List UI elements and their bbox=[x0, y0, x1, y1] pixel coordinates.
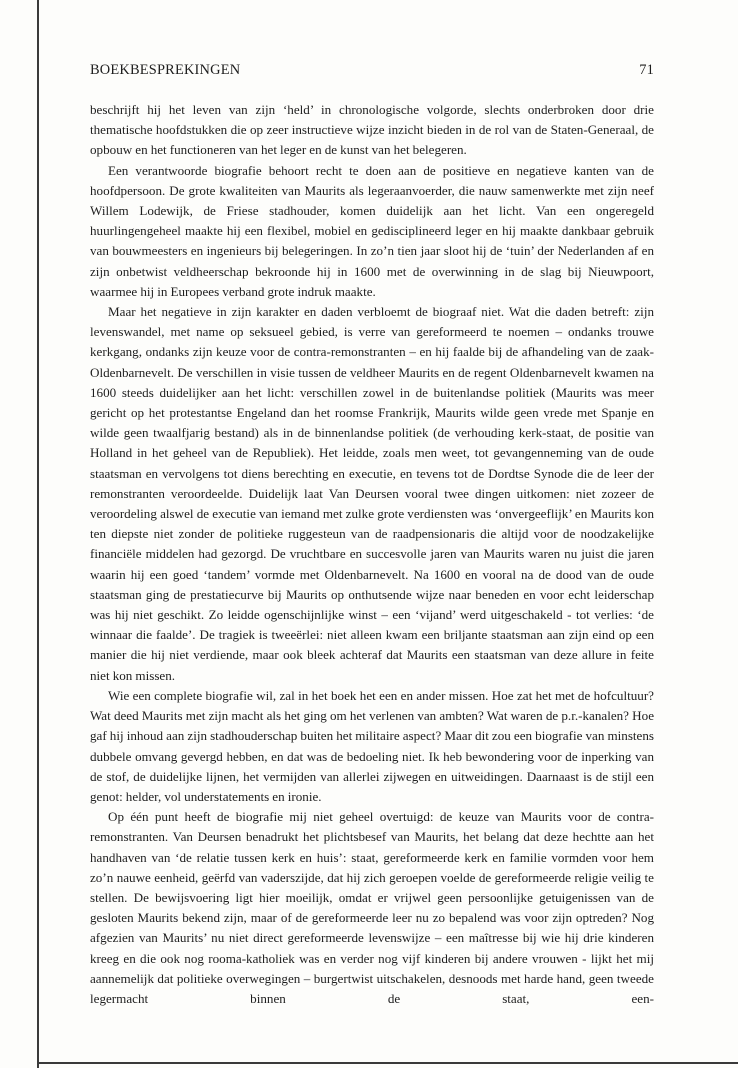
paragraph-4: Wie een complete biografie wil, zal in het boek het een en ander missen. Hoe zat het met de hofcultuur? Wat deed Maurits met zijn macht als het ging om het verlenen van ambten? Wat waren de p.r.-kanalen? Hoe gaf hij inhoud aan zijn stadhouderschap buiten het militaire aspect? Maar dit zou een biografie van minstens dubbele omvang gevergd hebben, en dat was de bedoeling niet. Ik heb bewondering voor de inperking van de stof, de duidelijke lijnen, het vermijden van allerlei zijwegen en uitweidingen. Daarnaast is de stijl een genot: helder, vol understatements en ironie. bbox=[90, 687, 655, 804]
section-title: BOEKBESPREKINGEN bbox=[90, 62, 241, 78]
running-header bbox=[90, 62, 654, 80]
paragraph-1: beschrijft hij het leven van zijn ‘held’ in chronologische volgorde, slechts onderbroken door drie thematische hoofdstukken die op zeer instructieve wijze inzicht bieden in de rol van de Staten-Generaal, de opbouw en het functioneren van het leger en de kunst van het belegeren. bbox=[90, 102, 654, 158]
page-left-edge bbox=[37, 0, 39, 1068]
page-number: 71 bbox=[639, 62, 654, 78]
paragraph-2: Een verantwoorde biografie behoort recht te doen aan de positieve en negatieve kanten van de hoofdpersoon. De grote kwaliteiten van Maurits als legeraanvoerder, die nauw samenwerkte met zijn neef Willem Lodewijk, de Friese stadhouder, komen duidelijk aan het licht. Van een ongeregeld huurlingengeheel maakte hij een flexibel, mobiel en gedisciplineerd leger en hij maakte dankbaar gebruik van bouwmeesters en ingenieurs bij belegeringen. In zo’n tien jaar sloot hij de ‘tuin’ der Nederlanden af en zijn onbetwist veldheerschap bekroonde hij in 1600 met de overwinning in de slag bij Nieuwpoort, waarmee hij in Europees verband grote indruk maakte. bbox=[90, 162, 654, 299]
paragraph-3: Maar het negatieve in zijn karakter en daden verbloemt de biograaf niet. Wat die daden betreft: zijn levenswandel, met name op seksueel gebied, is verre van gereformeerd te noemen – ondanks trouwe kerkgang, ondanks zijn keuze voor de contra-remonstranten – en hij faalde bij de afhandeling van de zaak-Oldenbarnevelt. De verschillen in visie tussen de veldheer Maurits en de regent Oldenbarnevelt kwamen na 1600 steeds duidelijker aan het licht: verschillen zowel in de buitenlandse politiek (Maurits was meer gericht op het protestantse Engeland dan het roomse Frankrijk, Maurits wilde geen vrede met Spanje en wilde geen twaalfjarig bestand) als in de binnenlandse politiek (de verhouding kerk-staat, de positie van Holland in het geheel van de Republiek). Het leidde, zoals men weet, tot gevangenneming van de oude staatsman en vervolgens tot diens berechting en executie, en tevens tot de Dordtse Synode die de leer der remonstranten veroordeelde. Duidelijk laat Van Deursen vooral twee dingen uitkomen: niet zozeer de veroordeling alswel de executie van iemand met zulke grote verdiensten was ‘onvergeeflijk’ en Maurits kon ten diepste niet zonder de politieke ruggesteun van de raadpensionaris die altijd voor de noodzakelijke financiële middelen had gezorgd. De vruchtbare en succesvolle jaren van Maurits waren nu juist die jaren waarin hij een goed ‘tandem’ vormde met Oldenbarnevelt. Na 1600 en vooral na de dood van de oude staatsman ging de prestatiecurve bij Maurits op onthutsende wijze naar beneden en voor echt leiderschap was hij niet geschikt. Zo leidde ogenschijnlijke winst – een ‘vijand’ werd uitgeschakeld - tot verlies: ‘de winnaar die faalde’. De tragiek is tweeërlei: niet alleen kwam een briljante staatsman aan zijn eind op een manier die hij niet verdiende, maar ook bleek achteraf dat Maurits een staatsman van deze allure in feite niet kon missen. bbox=[90, 304, 654, 683]
page-bottom-edge bbox=[37, 1062, 738, 1064]
paragraph-5: Op één punt heeft de biografie mij niet geheel overtuigd: de keuze van Maurits voor de contra-remonstranten. Van Deursen benadrukt het plichtsbesef van Maurits, het belang dat deze hechtte aan het handhaven van ‘de relatie tussen kerk en huis’: staat, gereformeerde kerk en familie vormden voor hem zo’n nauwe eenheid, geërfd van vaderszijde, dat hij zich geroepen voelde de gereformeerde religie veilig te stellen. De bewijsvoering ligt hier moeilijk, omdat er vrijwel geen persoonlijke getuigenissen van de gesloten Maurits bekend zijn, maar of de gereformeerde leer nu zo bepalend was voor zijn optreden? Nog afgezien van Maurits’ nu niet direct gereformeerde levenswijze – een maîtresse bij wie hij drie kinderen kreeg en die ook nog rooma-katholiek was en verder nog vijf kinderen bij andere vrouwen - lijkt het mij aannemelijk dat politieke overwegingen – burgertwist uitschakelen, desnoods met harde hand, geen tweede legermacht binnen de staat, een- bbox=[90, 809, 654, 1006]
body-text bbox=[90, 100, 654, 1009]
